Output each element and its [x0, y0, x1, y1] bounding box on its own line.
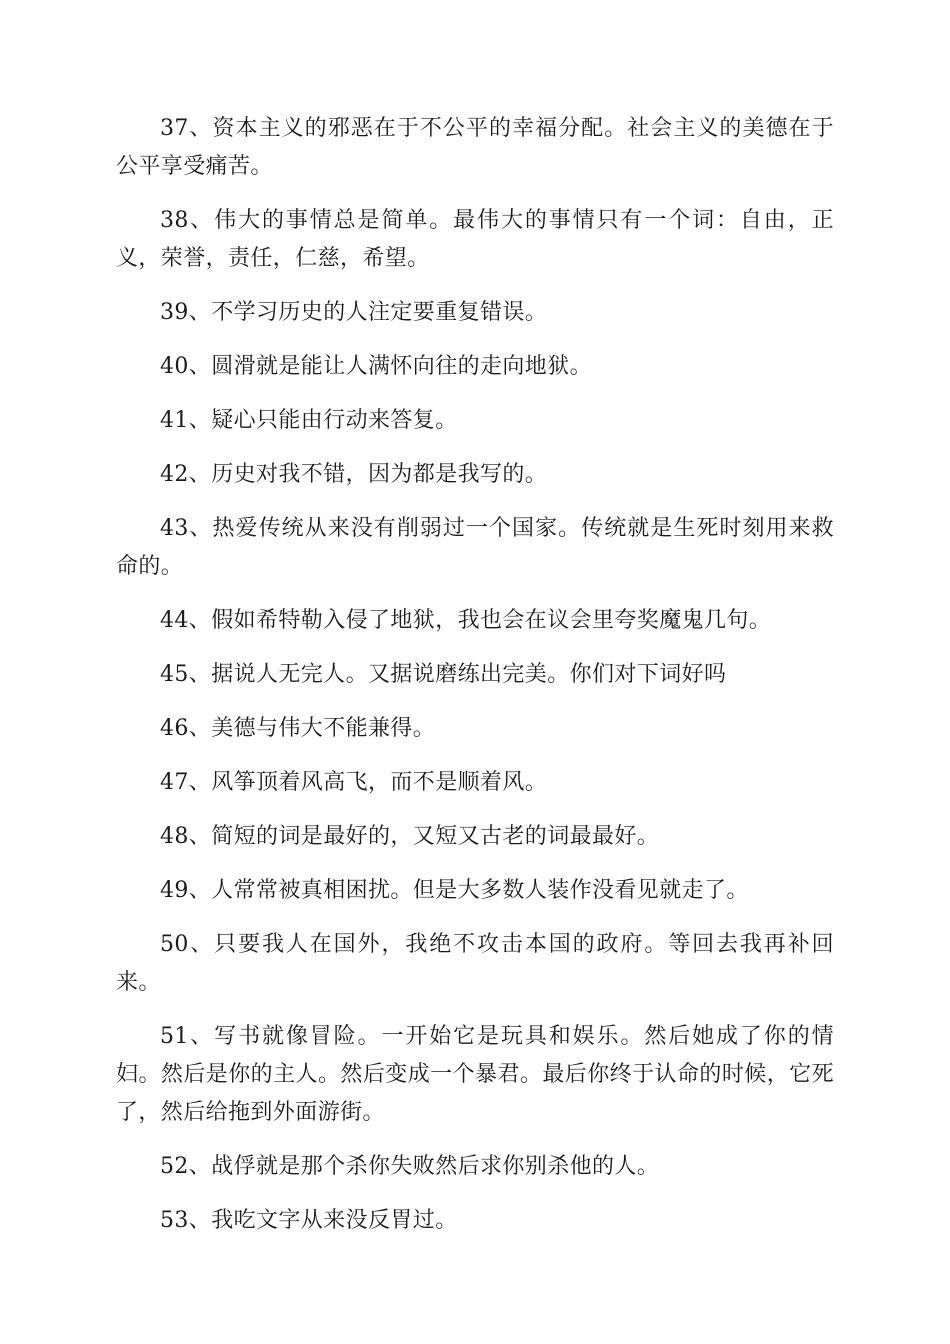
quote-49: 49、人常常被真相困扰。但是大多数人装作没看见就走了。	[160, 878, 749, 903]
quote-47: 47、风筝顶着风高飞，而不是顺着风。	[160, 770, 548, 795]
quote-51: 51、写书就像冒险。一开始它是玩具和娱乐。然后她成了你的情妇。然后是你的主人。然后变成一个暴君。最后你终于认命的时候，它死了，然后给拖到外面游街。	[116, 1024, 834, 1125]
quote-40: 40、圆滑就是能让人满怀向往的走向地狱。	[160, 354, 592, 379]
quote-46: 46、美德与伟大不能兼得。	[160, 716, 436, 741]
quote-39: 39、不学习历史的人注定要重复错误。	[160, 300, 548, 325]
quote-53: 53、我吃文字从来没反胃过。	[160, 1208, 458, 1233]
quote-44: 44、假如希特勒入侵了地狱，我也会在议会里夸奖魔鬼几句。	[160, 608, 772, 633]
quote-42: 42、历史对我不错，因为都是我写的。	[160, 462, 548, 487]
quote-37: 37、资本主义的邪恶在于不公平的幸福分配。社会主义的美德在于公平享受痛苦。	[116, 116, 834, 179]
quote-48: 48、简短的词是最好的，又短又古老的词最最好。	[160, 824, 660, 849]
quote-50: 50、只要我人在国外，我绝不攻击本国的政府。等回去我再补回来。	[116, 932, 834, 995]
quote-45: 45、据说人无完人。又据说磨练出完美。你们对下词好吗	[160, 662, 727, 687]
quote-43: 43、热爱传统从来没有削弱过一个国家。传统就是生死时刻用来救命的。	[116, 516, 834, 579]
quote-38: 38、伟大的事情总是简单。最伟大的事情只有一个词：自由，正义，荣誉，责任，仁慈，希望。	[116, 208, 834, 271]
quote-52: 52、战俘就是那个杀你失败然后求你别杀他的人。	[160, 1154, 660, 1179]
quote-41: 41、疑心只能由行动来答复。	[160, 408, 458, 433]
quote-list	[116, 110, 834, 1256]
